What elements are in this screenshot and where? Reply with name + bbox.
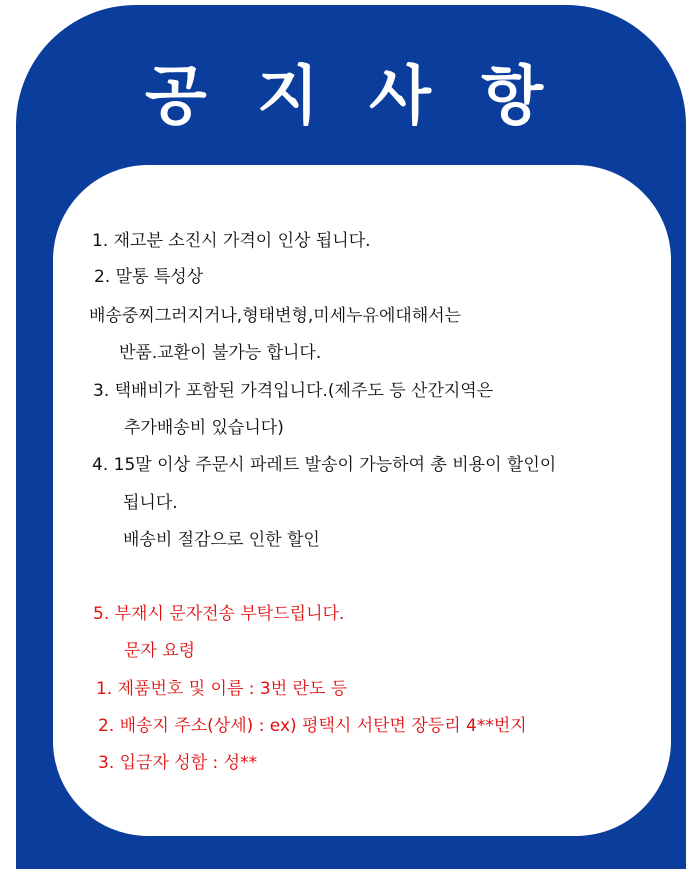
notice-line-13: 2. 배송지 주소(상세) : ex) 평택시 서탄면 장등리 4**번지 bbox=[98, 716, 527, 736]
notice-line-5: 3. 택배비가 포함된 가격입니다.(제주도 등 산간지역은 bbox=[93, 381, 494, 401]
notice-line-4: 반품.교환이 불가능 합니다. bbox=[119, 343, 322, 363]
notice-line-3: 배송중찌그러지거나,형태변형,미세누유에대해서는 bbox=[89, 306, 462, 326]
notice-title: 공 지 사 항 bbox=[144, 60, 558, 134]
notice-line-9: 배송비 절감으로 인한 할인 bbox=[123, 530, 320, 550]
notice-line-7: 4. 15말 이상 주문시 파레트 발송이 가능하여 총 비용이 할인이 bbox=[92, 455, 557, 475]
notice-line-10: 5. 부재시 문자전송 부탁드립니다. bbox=[93, 604, 345, 624]
notice-line-12: 1. 제품번호 및 이름 : 3번 란도 등 bbox=[96, 679, 348, 699]
notice-line-2: 2. 말통 특성상 bbox=[94, 267, 204, 287]
notice-line-14: 3. 입금자 성함 : 성** bbox=[98, 753, 258, 773]
notice-line-1: 1. 재고분 소진시 가격이 인상 됩니다. bbox=[92, 231, 371, 251]
notice-line-11: 문자 요령 bbox=[124, 641, 196, 661]
notice-line-8: 됩니다. bbox=[123, 493, 178, 513]
notice-line-6: 추가배송비 있습니다) bbox=[124, 418, 284, 438]
